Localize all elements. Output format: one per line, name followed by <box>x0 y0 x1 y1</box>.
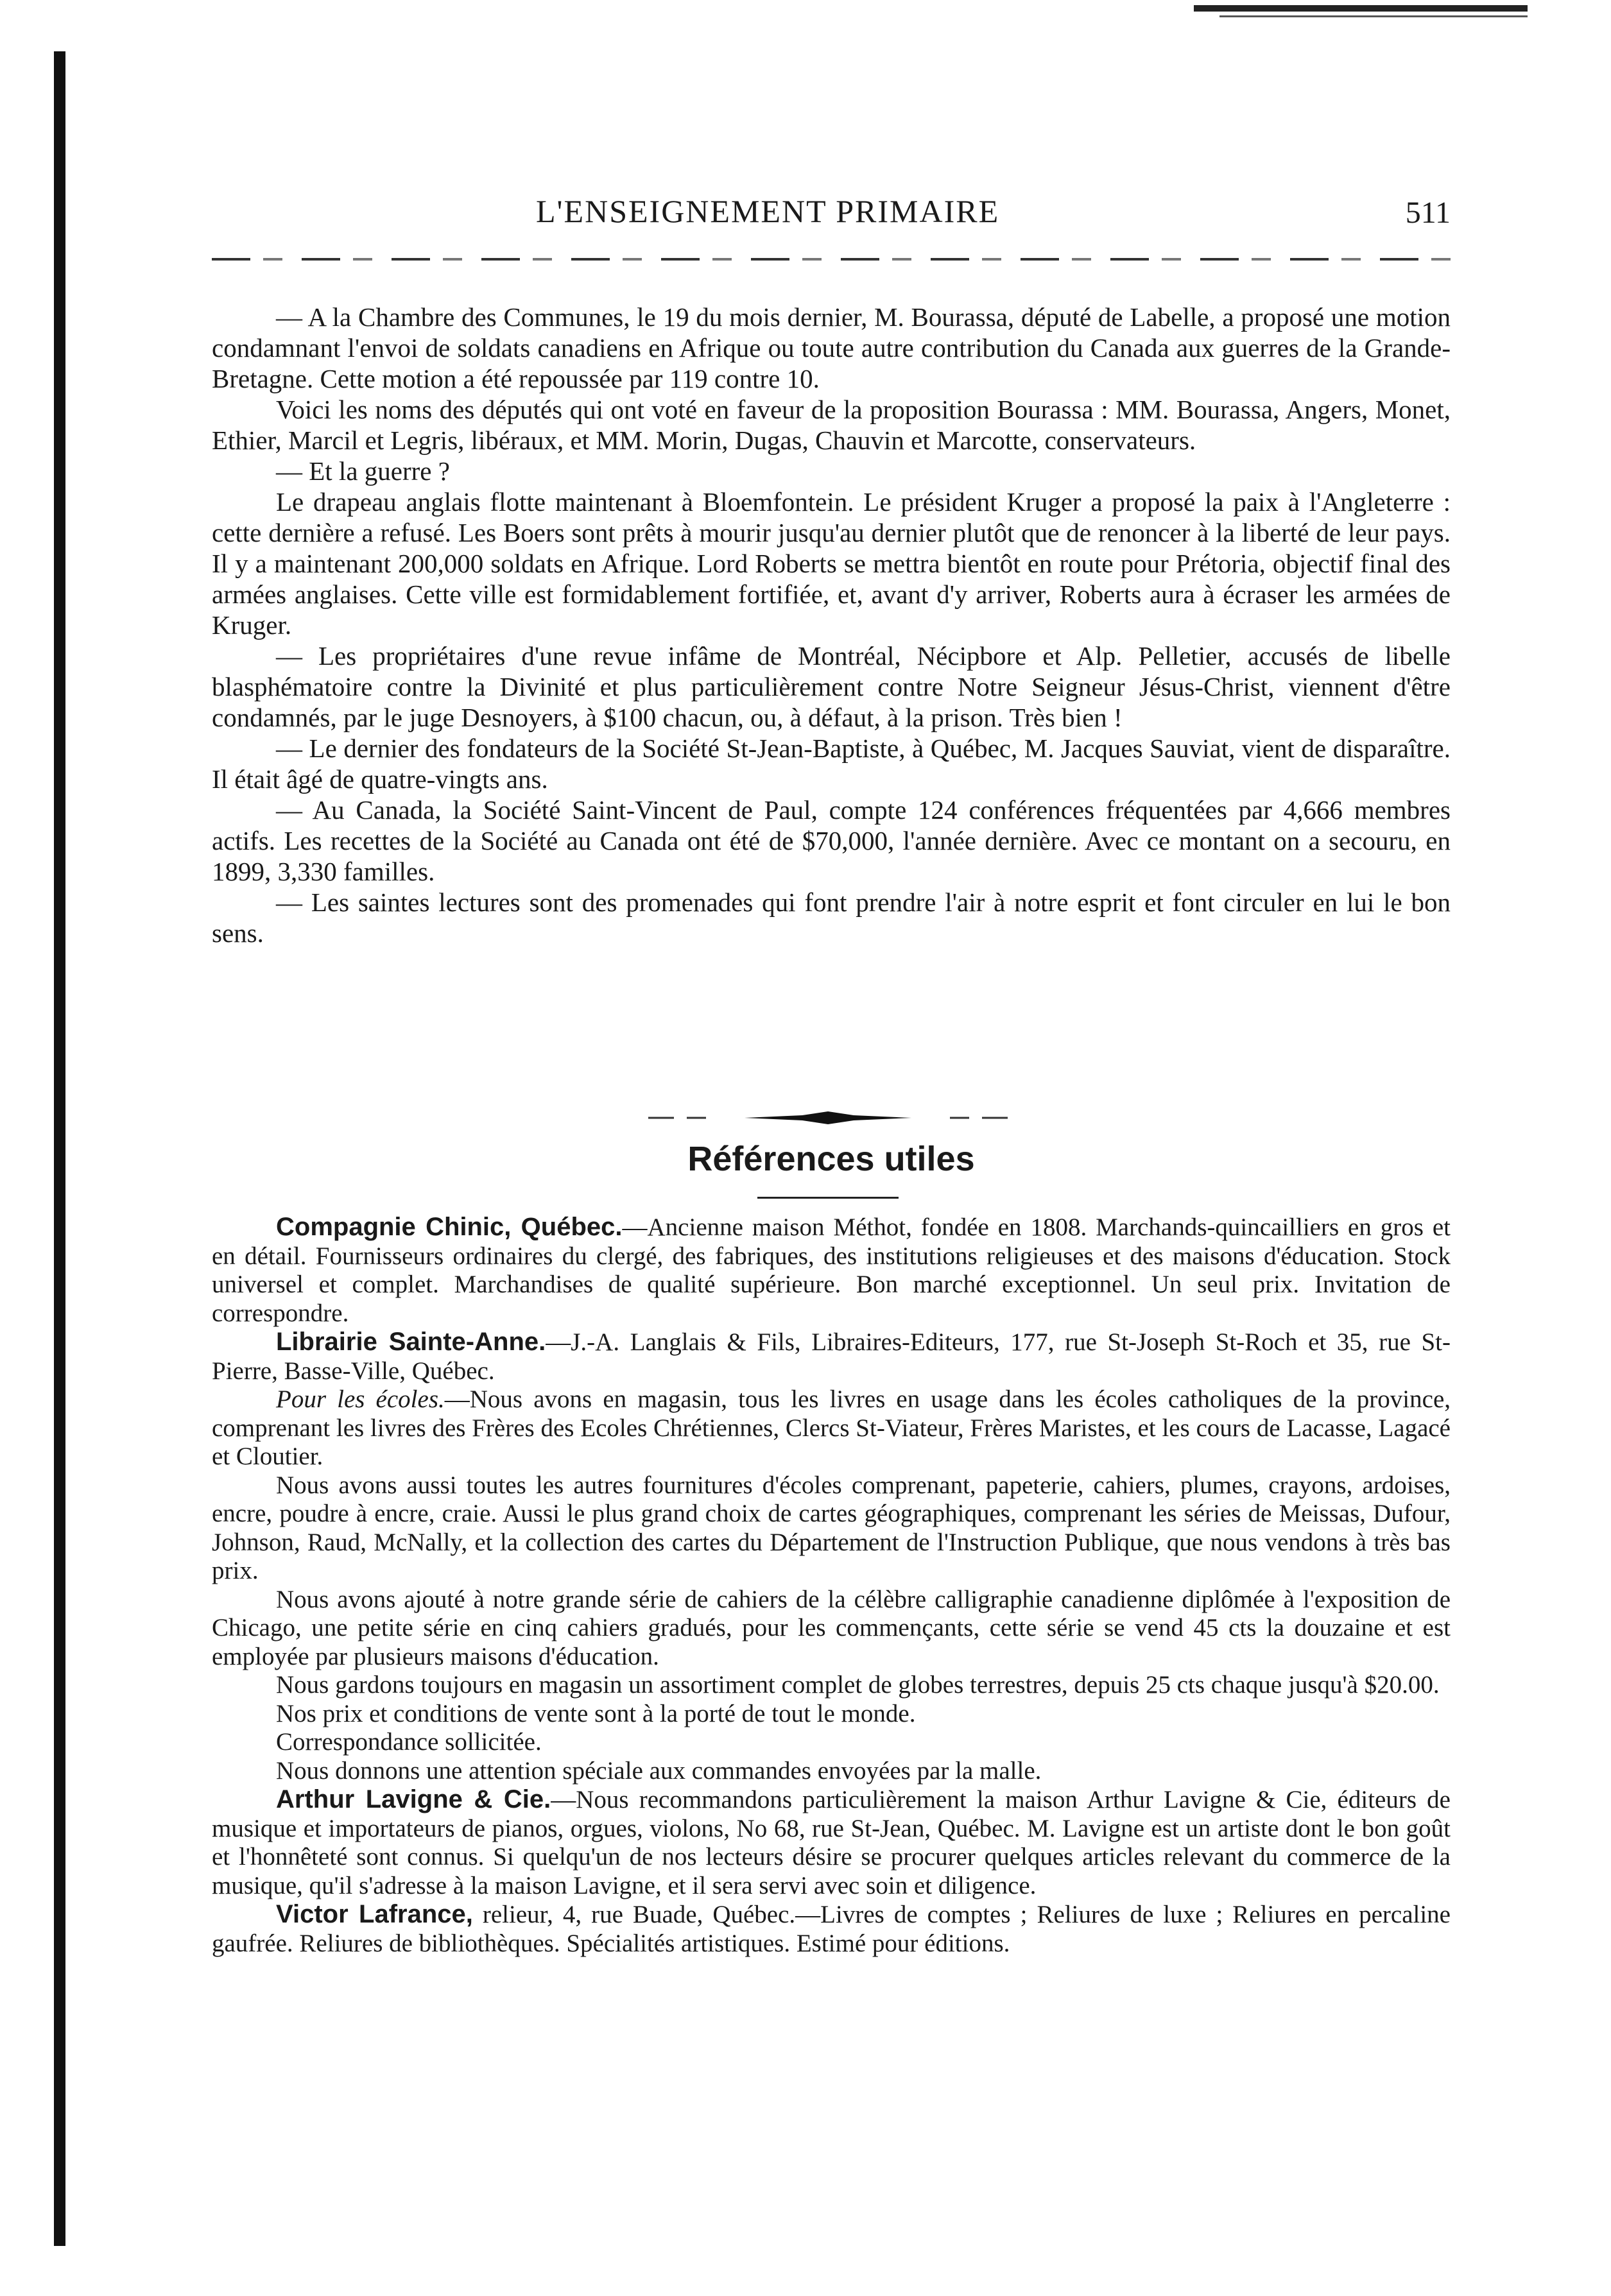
references-section <box>212 1213 1451 1958</box>
ad-name: Arthur Lavigne & Cie. <box>276 1785 551 1813</box>
section-title-underline <box>757 1197 899 1199</box>
top-border-thin-rule <box>1219 15 1528 17</box>
ad-paragraph: Nous donnons une attention spéciale aux commandes envoyées par la malle. <box>276 1756 1042 1785</box>
ad-text: —Nous recommandons particulièrement la maison Arthur Lavigne & Cie, éditeurs de musique et importateurs de pianos, orgues, violons, No 68, rue St-Jean, Québec. M. Lavigne est un artiste dont le bon goût et l'honnêteté sont connus. Si quelqu'un de nos lecteurs désire se procurer quelques articles relevant du commerce de la musique, qu'il s'adresse à la maison Lavigne, et il sera servi avec soin et diligence. <box>212 1786 1451 1899</box>
news-paragraph: — Les propriétaires d'une revue infâme de Montréal, Nécipbore et Alp. Pelletier, accusés de libelle blasphématoire contre la Divinité et plus particulièrement contre Notre Seigneur Jésus-Christ, viennent d'être condamnés, par le juge Desnoyers, à $100 chacun, ou, à défaut, à la prison. Très bien ! <box>212 641 1451 732</box>
ad-name: Compagnie Chinic, Québec. <box>276 1213 623 1241</box>
page-header <box>212 193 1451 237</box>
news-section <box>212 302 1451 948</box>
section-title: Références utiles <box>687 1140 975 1178</box>
page-binding-edge <box>54 51 65 2246</box>
news-paragraph: — Les saintes lectures sont des promenades qui font prendre l'air à notre esprit et font circuler en lui le bon sens. <box>212 887 1451 948</box>
page-number: 511 <box>1405 196 1451 230</box>
ad-text: —Ancienne maison Méthot, fondée en 1808. Marchands-quincailliers en gros et en détail. Fournisseurs ordinaires du clergé, des fabriques, des institutions religieuses et des maisons d'éducation. Stock universel et complet. Marchandises de qualité supérieure. Bon marché exceptionnel. Un seul prix. Invitation de correspondre. <box>212 1213 1451 1327</box>
top-border-rule <box>1194 5 1528 12</box>
ad-text: —J.-A. Langlais & Fils, Libraires-Editeurs, 177, rue St-Joseph St-Roch et 35, rue St-Pierre, Basse-Ville, Québec. <box>212 1328 1451 1385</box>
ad-name: Librairie Sainte-Anne. <box>276 1328 546 1356</box>
ad-paragraph: Nous gardons toujours en magasin un assortiment complet de globes terrestres, depuis 25 cts chaque jusqu'à $20.00. <box>276 1671 1440 1699</box>
news-paragraph: — Au Canada, la Société Saint-Vincent de Paul, compte 124 conférences fréquentées par 4,666 membres actifs. Les recettes de la Société au Canada ont été de $70,000, l'année dernière. Avec ce montant on a secouru, en 1899, 3,330 familles. <box>212 795 1451 886</box>
ad-name: Victor Lafrance, <box>276 1900 473 1928</box>
ad-paragraph: Nous avons aussi toutes les autres fournitures d'écoles comprenant, papeterie, cahiers, plumes, crayons, ardoises, encre, poudre à encre, craie. Aussi le plus grand choix de cartes géographiques, comprenant les séries de Meissas, Dufour, Johnson, Raud, McNally, et la collection des cartes du Département de l'Instruction Publique, que nous vendons à très bas prix. <box>212 1471 1451 1584</box>
ad-text: —Nous avons en magasin, tous les livres en usage dans les écoles catholiques de la province, comprenant les livres des Frères des Ecoles Chrétiennes, Clercs St-Viateur, Frères Maristes, et les cours de Lacasse, Lagacé et Cloutier. <box>212 1385 1451 1470</box>
ad-lavigne <box>212 1785 1451 1900</box>
ad-paragraph: Nous avons ajouté à notre grande série de cahiers de la célèbre calligraphie canadienne diplômée à l'exposition de Chicago, une petite série en cinq cahiers gradués, pour les commençants, cette série se vend 45 cts la douzaine et est employée par plusieurs maisons d'éducation. <box>212 1585 1451 1670</box>
ad-librairie-schools <box>212 1385 1451 1471</box>
news-paragraph: — Le dernier des fondateurs de la Société St-Jean-Baptiste, à Québec, M. Jacques Sauviat, vient de disparaître. Il était âgé de quatre-vingts ans. <box>212 733 1451 794</box>
ad-paragraph: Nos prix et conditions de vente sont à la porté de tout le monde. <box>276 1699 916 1727</box>
ad-lead: Pour les écoles. <box>276 1385 445 1413</box>
news-paragraph: — Et la guerre ? <box>276 456 450 486</box>
news-paragraph: — A la Chambre des Communes, le 19 du mois dernier, M. Bourassa, député de Labelle, a proposé une motion condamnant l'envoi de soldats canadiens en Afrique ou toute autre contribution du Canada aux guerres de la Grande-Bretagne. Cette motion a été repoussée par 119 contre 10. <box>212 302 1451 393</box>
ad-librairie <box>212 1328 1451 1385</box>
ad-chinic <box>212 1213 1451 1328</box>
running-title: L'ENSEIGNEMENT PRIMAIRE <box>536 193 1000 229</box>
ad-paragraph: Correspondance sollicitée. <box>276 1728 542 1756</box>
header-rule <box>212 258 1451 261</box>
news-paragraph: Le drapeau anglais flotte maintenant à Bloemfontein. Le président Kruger a proposé la paix à l'Angleterre : cette dernière a refusé. Les Boers sont prêts à mourir jusqu'au dernier plutôt que de renoncer à la liberté de leur pays. Il y a maintenant 200,000 soldats en Afrique. Lord Roberts se mettra bientôt en route pour Prétoria, objectif final des armées anglaises. Cette ville est formidablement fortifiée, et, avant d'y arriver, Roberts aura à écraser les armées de Kruger. <box>212 487 1451 640</box>
section-ornament <box>648 1110 1008 1126</box>
ad-text: relieur, 4, rue Buade, Québec.—Livres de comptes ; Reliures de luxe ; Reliures en percaline gaufrée. Reliures de bibliothèques. Spécialités artistiques. Estimé pour éditions. <box>212 1901 1451 1957</box>
news-paragraph: Voici les noms des députés qui ont voté en faveur de la proposition Bourassa : MM. Bourassa, Angers, Monet, Ethier, Marcil et Legris, libéraux, et MM. Morin, Dugas, Chauvin et Marcotte, conservateurs. <box>212 395 1451 455</box>
ad-lafrance <box>212 1900 1451 1958</box>
